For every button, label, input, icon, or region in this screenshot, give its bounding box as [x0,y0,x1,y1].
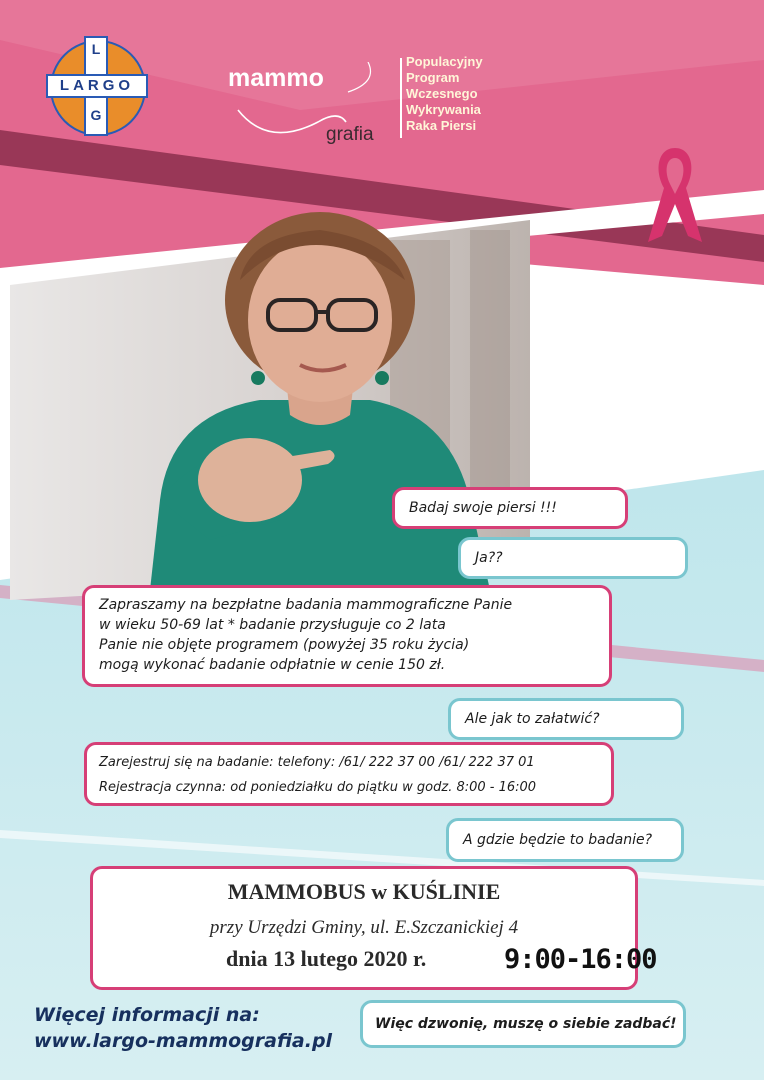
logo-divider [400,58,402,138]
invitation-line-1: Zapraszamy na bezpłatne badania mammograficzne Panie [99,597,513,613]
bubble-text: A gdzie będzie to badanie? [463,832,653,848]
location-address: przy Urzędzi Gminy, ul. E.Szczanickiej 4 [209,917,519,938]
speech-bubble-me [458,537,688,579]
speech-bubble-registration [84,742,614,806]
mammo-logo-word: mammo [228,64,324,92]
speech-bubble-how [448,698,684,740]
bubble-text: Ale jak to załatwić? [465,711,600,727]
grafia-logo-word: grafia [326,124,374,145]
more-info [34,1002,332,1054]
largo-logo-text: LARGO [59,77,135,94]
bubble-text: Ja?? [475,550,503,566]
bubble-text: Badaj swoje piersi !!! [409,500,557,516]
location-title: MAMMOBUS w KUŚLINIE [227,879,501,904]
invitation-line-4: mogą wykonać badanie odpłatnie w cenie 150 zł. [99,657,446,673]
website-link[interactable]: www.largo-mammografia.pl [34,1030,333,1052]
speech-bubble-where [446,818,684,862]
registration-phones: Zarejestruj się na badanie: telefony: /61/ 222 37 00 /61/ 222 37 01 [99,755,535,770]
pink-ribbon-icon [640,140,710,250]
program-name: Populacyjny Program Wczesnego Wykrywania Raka Piersi [406,54,483,133]
invitation-line-2: w wieku 50-69 lat * badanie przysługuje co 2 lata [99,617,446,633]
bubble-text: Więc dzwonię, muszę o siebie zadbać! [375,1016,677,1032]
handwritten-time: 9:00-16:00 [504,944,657,975]
largo-logo-text-vertical: L G [90,41,102,123]
woman-photo [10,200,530,600]
more-info-label: Więcej informacji na: [34,1004,260,1026]
invitation-line-3: Panie nie objęte programem (powyżej 35 roku życia) [99,637,470,653]
speech-bubble-check-yourself [392,487,628,529]
registration-hours: Rejestracja czynna: od poniedziałku do piątku w godz. 8:00 - 16:00 [99,780,537,795]
speech-bubble-closing [360,1000,686,1048]
speech-bubble-invitation [82,585,612,687]
location-date: dnia 13 lutego 2020 r. [226,946,427,971]
largo-logo [46,36,148,136]
